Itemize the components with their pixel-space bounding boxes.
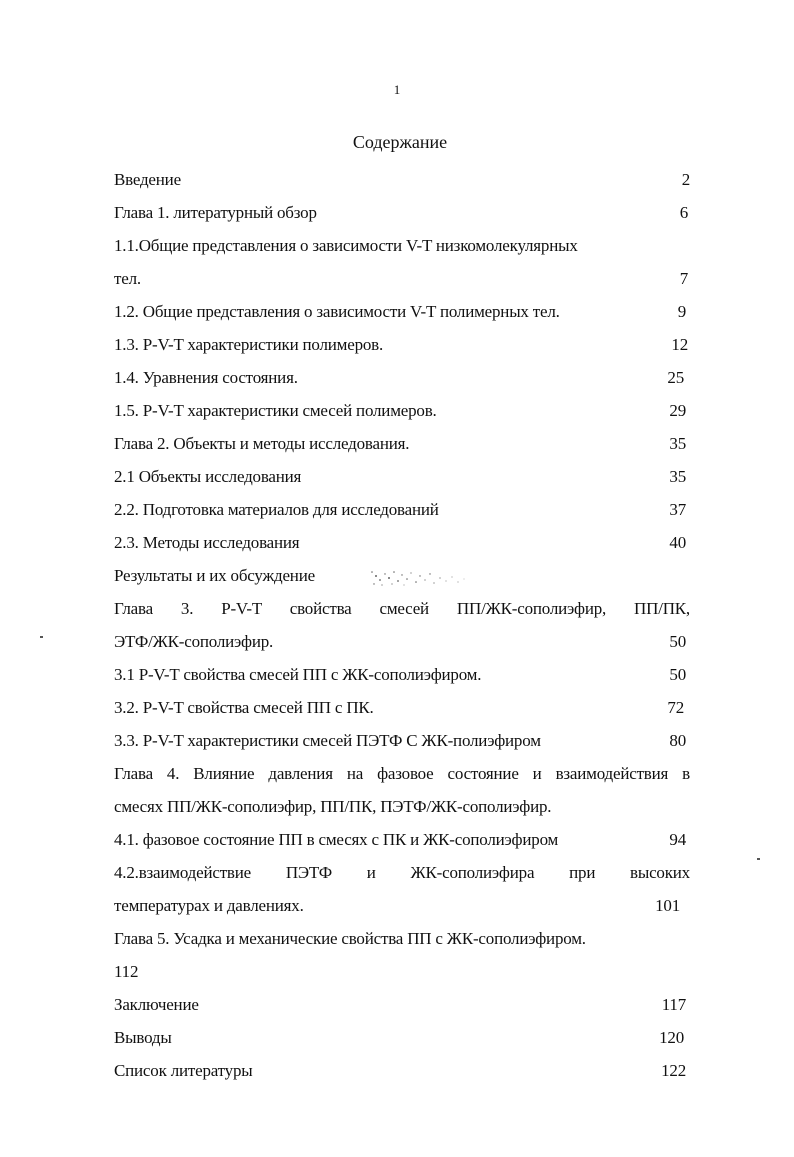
toc-row [114, 595, 690, 628]
toc-row [114, 232, 690, 265]
toc-entry-page: 35 [669, 467, 686, 486]
toc-entry-page: 6 [679, 203, 688, 222]
toc-entry-text: Список литературы [114, 1061, 253, 1080]
toc-entry-text: 1.2. Общие представления о зависимости V-T полимерных тел. [114, 302, 560, 321]
scan-noise-smudge [354, 566, 484, 590]
toc-row [114, 529, 690, 562]
toc-row [114, 826, 690, 859]
toc-entry-text: смесях ПП/ЖК-сополиэфир, ПП/ПК, ПЭТФ/ЖК-сополиэфир. [114, 797, 552, 816]
toc-entry-text: 3.2. P-V-T свойства смесей ПП с ПК. [114, 698, 374, 717]
toc-entry-text: 2.1 Объекты исследования [114, 467, 302, 486]
toc-entry-text: 1.5. P-V-T характеристики смесей полимеров. [114, 401, 437, 420]
toc-row [114, 727, 690, 760]
toc-entry-page: 9 [677, 302, 686, 321]
toc-entry-text: 2.2. Подготовка материалов для исследований [114, 500, 439, 519]
toc-entry-page: 2 [681, 170, 690, 189]
toc-entry-text: 112 [114, 962, 139, 981]
toc-row [114, 1057, 690, 1090]
toc-entry-text: Глава 2. Объекты и методы исследования. [114, 434, 410, 453]
toc-entry-text: Результаты и их обсуждение [114, 566, 315, 585]
toc-entry-text: 3.1 P-V-T свойства смесей ПП с ЖК-сополиэфиром. [114, 665, 482, 684]
toc-row [114, 430, 690, 463]
toc-entry-page: 50 [669, 632, 686, 651]
toc-row [114, 991, 690, 1024]
toc-row [114, 661, 690, 694]
toc-row [114, 298, 690, 331]
toc-row [114, 265, 690, 298]
toc-entry-text: Введение [114, 170, 181, 189]
toc-entry-text: 1.3. P-V-T характеристики полимеров. [114, 335, 384, 354]
toc-entry-text: ЭТФ/ЖК-сополиэфир. [114, 632, 274, 651]
toc-row [114, 397, 690, 430]
toc-entry-text: 2.3. Методы исследования [114, 533, 300, 552]
toc-entry-page: 72 [667, 698, 684, 717]
toc-row [114, 958, 690, 991]
toc-row [114, 628, 690, 661]
toc-row [114, 463, 690, 496]
toc-entry-text: тел. [114, 269, 141, 288]
toc-entry-text: 3.3. P-V-T характеристики смесей ПЭТФ С ЖК-полиэфиром [114, 731, 541, 750]
toc-row [114, 694, 690, 727]
toc-entry-page: 7 [679, 269, 688, 288]
toc-entry-text: Глава 4. Влияние давления на фазовое состояние и взаимодействия в [114, 764, 690, 783]
toc-entry-page: 40 [669, 533, 686, 552]
toc-entry-text: Глава 3. P-V-T свойства смесей ПП/ЖК-сополиэфир, ПП/ПК, [114, 599, 690, 618]
toc-entry-page: 101 [655, 896, 680, 915]
toc-row [114, 793, 690, 826]
toc-row [114, 199, 690, 232]
toc-row [114, 331, 690, 364]
toc-entry-page: 122 [661, 1061, 686, 1080]
toc-entry-page: 50 [669, 665, 686, 684]
toc-row [114, 496, 690, 529]
page-number: 1 [393, 82, 401, 97]
toc-entry-page: 12 [671, 335, 688, 354]
toc-entry-page: 25 [667, 368, 684, 387]
toc-entry-text: Выводы [114, 1028, 172, 1047]
toc-entry-page: 94 [669, 830, 686, 849]
toc-entry-text: 1.4. Уравнения состояния. [114, 368, 298, 387]
toc-entry-text: температурах и давлениях. [114, 896, 304, 915]
toc-entry-page: 80 [669, 731, 686, 750]
toc-entry-text: 4.2.взаимодействие ПЭТФ и ЖК-сополиэфира при высоких [114, 863, 690, 882]
toc-entry-text: Глава 1. литературный обзор [114, 203, 317, 222]
scan-speck [40, 636, 43, 638]
toc-title: Содержание [352, 132, 448, 152]
toc-entry-page: 29 [669, 401, 686, 420]
toc-row [114, 892, 690, 925]
toc-entry-text: 4.1. фазовое состояние ПП в смесях с ПК и ЖК-сополиэфиром [114, 830, 559, 849]
toc-entry-text: 1.1.Общие представления о зависимости V-T низкомолекулярных [114, 236, 578, 255]
table-of-contents [114, 166, 690, 1090]
toc-row [114, 1024, 690, 1057]
toc-row [114, 760, 690, 793]
toc-row [114, 925, 690, 958]
toc-row [114, 364, 690, 397]
scan-speck [757, 858, 760, 860]
toc-entry-text: Глава 5. Усадка и механические свойства ПП с ЖК-сополиэфиром. [114, 929, 586, 948]
toc-entry-page: 37 [669, 500, 686, 519]
toc-entry-page: 117 [661, 995, 686, 1014]
toc-entry-page: 35 [669, 434, 686, 453]
toc-entry-page: 120 [659, 1028, 684, 1047]
toc-row [114, 166, 690, 199]
toc-entry-text: Заключение [114, 995, 199, 1014]
toc-row [114, 859, 690, 892]
